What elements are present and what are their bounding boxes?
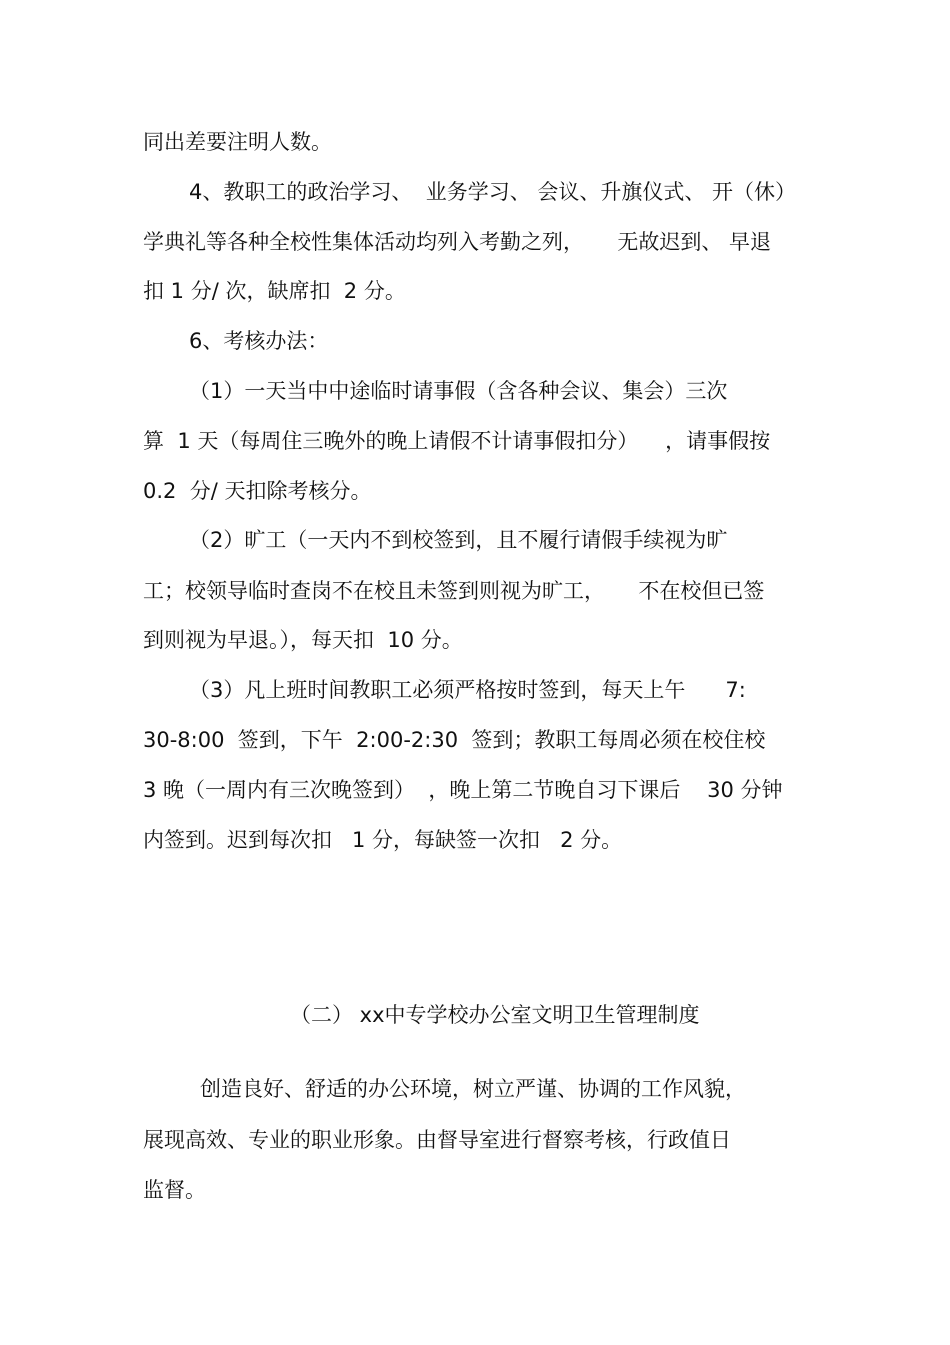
- text-line-5: 6、考核办法：: [189, 329, 329, 353]
- text-line-17: 创造良好、舒适的办公环境，树立严谨、协调的工作风貌，: [200, 1077, 746, 1101]
- text-line-9: （2）旷工（一天内不到校签到，且不履行请假手续视为旷: [189, 528, 728, 552]
- text-line-12: （3）凡上班时间教职工必须严格按时签到，每天上午 7:: [189, 678, 746, 702]
- text-line-19: 监督。: [143, 1178, 206, 1202]
- text-line-13: 30-8:00 签到，下午 2:00-2:30 签到；教职工每周必须在校住校: [143, 728, 766, 752]
- text-line-8: 0.2 分/ 天扣除考核分。: [143, 479, 372, 503]
- text-line-4: 扣 1 分/ 次，缺席扣 2 分。: [143, 279, 406, 303]
- text-line-15: 内签到。迟到每次扣 1 分，每缺签一次扣 2 分。: [143, 828, 623, 852]
- section-heading: （二） xx中专学校办公室文明卫生管理制度: [290, 1003, 700, 1027]
- text-line-6: （1）一天当中中途临时请事假（含各种会议、集会）三次: [189, 379, 728, 403]
- text-line-14: 3 晚（一周内有三次晚签到） ，晚上第二节晚自习下课后 30 分钟: [143, 778, 783, 802]
- text-line-1: 同出差要注明人数。: [143, 130, 332, 154]
- text-line-11: 到则视为早退。），每天扣 10 分。: [143, 628, 463, 652]
- text-line-10: 工；校领导临时查岗不在校且未签到则视为旷工， 不在校但已签: [143, 579, 765, 603]
- text-line-2: 4、教职工的政治学习、 业务学习、 会议、升旗仪式、 开（休）: [189, 180, 797, 204]
- text-line-3: 学典礼等各种全校性集体活动均列入考勤之列， 无故迟到、 早退: [143, 230, 772, 254]
- text-line-7: 算 1 天（每周住三晚外的晚上请假不计请事假扣分） ，请事假按: [143, 429, 771, 453]
- text-line-18: 展现高效、专业的职业形象。由督导室进行督察考核，行政值日: [143, 1128, 731, 1152]
